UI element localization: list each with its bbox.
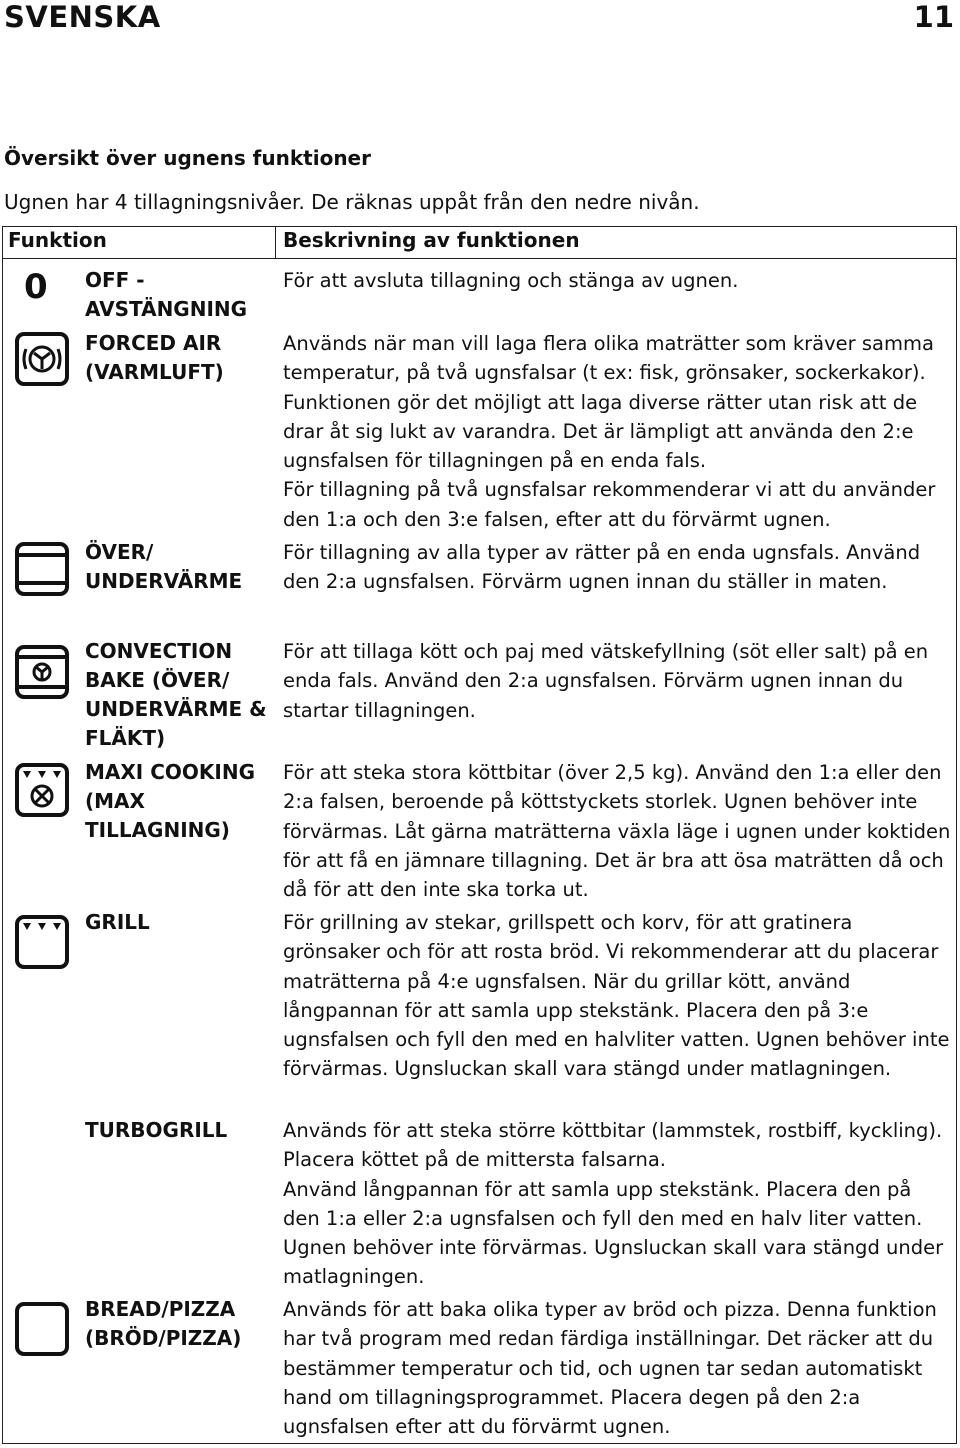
zero-symbol: 0: [24, 267, 48, 307]
function-name-bread-pizza: BREAD/PIZZA (BRÖD/PIZZA): [85, 1297, 242, 1350]
function-name-top-bottom-heat: ÖVER/ UNDERVÄRME: [85, 540, 243, 593]
function-name-maxi-cooking: MAXI COOKING (MAX TILLAGNING): [85, 760, 255, 842]
function-desc-forced-air: Används när man vill laga flera olika maträtter som kräver samma temperatur, på två ugnsfalsar (t ex: fisk, grönsaker, sockerkakor). Funktionen gör det möjligt att laga diverse rätter utan risk att de drar åt sig lukt av varandra. Det är lämpligt att använda den 2:e ugnsfalsen för tillagningen på en enda fals. För tillagning på två ugnsfalsar rekommenderar vi att du använder den 1:a och den 3:e falsen, efter att du förvärmt ugnen.: [283, 332, 936, 531]
bread-pizza-icon: [14, 1301, 70, 1357]
function-name-off: OFF - AVSTÄNGNING: [85, 268, 248, 321]
function-name-forced-air: FORCED AIR (VARMLUFT): [85, 331, 224, 384]
function-name-turbogrill: TURBOGRILL: [85, 1118, 228, 1142]
page-number: 11: [913, 0, 954, 34]
function-desc-bread-pizza: Används för att baka olika typer av bröd och pizza. Denna funktion har två program med redan färdiga inställningar. Det räcker att du bestämmer temperatur och tid, och ugnen tar sedan automatiskt hand om tillagningsprogrammet. Placera degen på den 2:a ugnsfalsen efter att du förvärmt ugnen.: [283, 1298, 937, 1439]
page-header: [0, 0, 960, 40]
function-desc-maxi-cooking: För att steka stora köttbitar (över 2,5 kg). Använd den 1:a eller den 2:a falsen, beroende på köttstyckets storlek. Ugnen behöver inte förvärmas. Låt gärna maträtterna växla läge i ugnen under koktiden för att få en jämnare tillagning. Det är bra att ösa maträtten då och då för att den inte ska torka ut.: [283, 761, 951, 902]
grill-icon: [14, 914, 70, 970]
column-header-description: Beskrivning av funktionen: [283, 228, 580, 252]
maxi-cooking-icon: [14, 762, 70, 818]
function-desc-grill: För grillning av stekar, grillspett och korv, för att gratinera grönsaker och för att rosta bröd. Vi rekommenderar att du placerar maträtterna på 4:e ugnsfalsen. När du grillar kött, använd långpannan för att samla upp stekstänk. Placera den på 3:e ugnsfalsen och fyll den med en halvliter vatten. Ugnen behöver inte förvärmas. Ugnsluckan skall vara stängd under matlagningen.: [283, 911, 950, 1081]
function-name-convection-bake: CONVECTION BAKE (ÖVER/ UNDERVÄRME & FLÄKT): [85, 639, 267, 750]
top-bottom-heat-icon: [14, 541, 70, 597]
language-title: SVENSKA: [4, 0, 161, 34]
function-name-grill: GRILL: [85, 910, 150, 934]
column-header-function: Funktion: [8, 228, 107, 252]
header-divider: [2, 258, 957, 259]
intro-text: Ugnen har 4 tillagningsnivåer. De räknas uppåt från den nedre nivån.: [4, 190, 700, 214]
function-desc-turbogrill: Används för att steka större köttbitar (lammstek, rostbiff, kyckling). Placera köttet på de mittersta falsarna. Använd långpannan för att samla upp stekstänk. Placera den på den 1:a eller 2:a ugnsfalsen och fyll den med en halv liter vatten. Ugnen behöver inte förvärmas. Ugnsluckan skall vara stängd under matlagningen.: [283, 1119, 944, 1289]
section-title: Översikt över ugnens funktioner: [4, 146, 371, 170]
function-desc-convection-bake: För att tillaga kött och paj med vätskefyllning (söt eller salt) på en enda fals. Använd den 2:a ugnsfalsen. Förvärm ugnen innan du startar tillagningen.: [283, 640, 929, 722]
function-desc-off: För att avsluta tillagning och stänga av ugnen.: [283, 269, 739, 292]
header-column-divider: [275, 226, 276, 259]
function-desc-top-bottom-heat: För tillagning av alla typer av rätter på en enda ugnsfals. Använd den 2:a ugnsfalsen. Förvärm ugnen innan du ställer in maten.: [283, 541, 921, 594]
forced-air-fan-icon: [14, 331, 70, 387]
convection-bake-icon: [14, 644, 70, 700]
